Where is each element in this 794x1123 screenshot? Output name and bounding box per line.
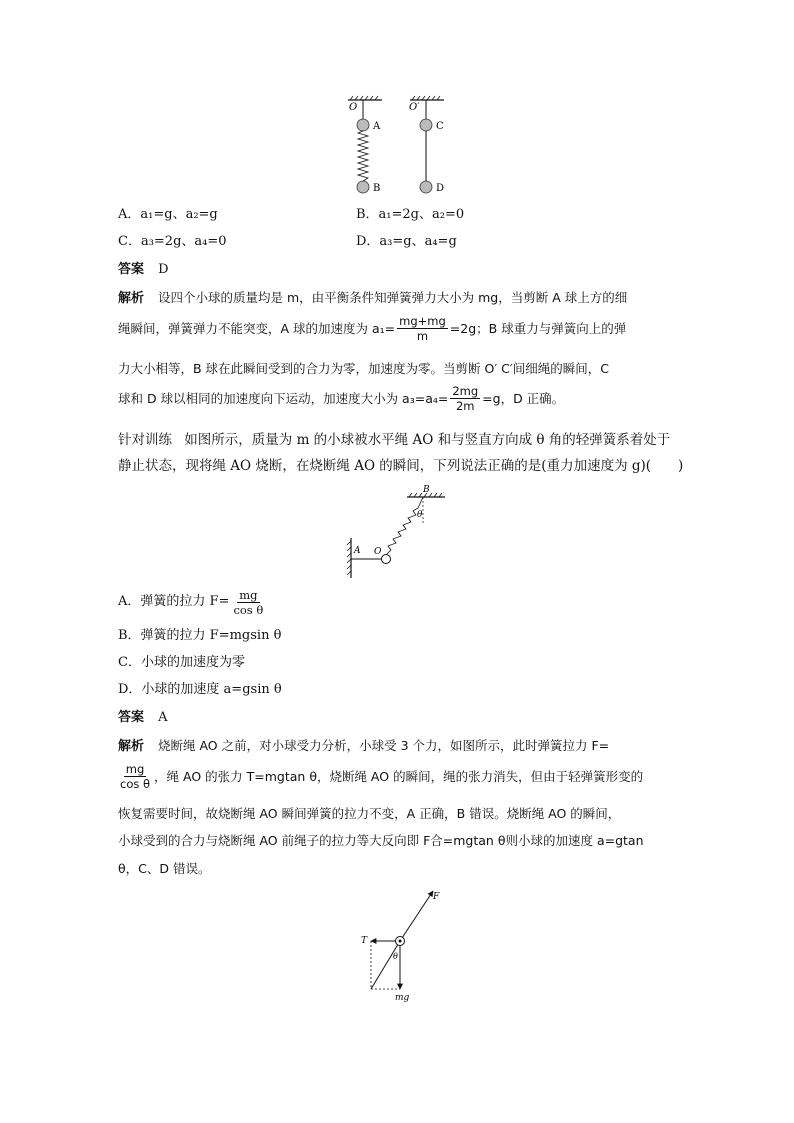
label-o: O <box>374 547 382 557</box>
q2-analysis-line1 <box>118 737 609 756</box>
analysis-text: 球和 D 球以相同的加速度向下运动，加速度大小为 a₃=a₄= <box>118 390 449 406</box>
label-b: B <box>423 485 430 495</box>
q1-analysis-line4 <box>118 384 564 413</box>
spring-rope-ball-figure <box>345 483 455 578</box>
fraction-denominator: cos θ <box>233 602 264 617</box>
analysis-label: 解析 <box>118 291 145 306</box>
answer-label: 答案 <box>118 262 145 277</box>
ball-d <box>420 181 432 193</box>
label-mg: mg <box>395 993 410 1003</box>
label-theta: θ <box>393 952 398 961</box>
label-b: B <box>373 183 381 194</box>
label-a: A <box>373 121 381 132</box>
analysis-text: =2g；B 球重力与弹簧向上的弹 <box>449 320 627 336</box>
label-theta: θ <box>417 510 423 520</box>
label-o1: O <box>349 102 358 113</box>
q2-analysis-line4: 小球受到的合力与烧断绳 AO 前绳子的拉力等大反向即 F合=mgtan θ则小球的加速度 a=gtan <box>118 833 644 848</box>
fraction <box>450 384 480 413</box>
q2-title-label: 针对训练 <box>118 432 172 448</box>
q1-option-d: D．a₃=g、a₄=g <box>356 234 457 249</box>
q1-analysis-line3: 力大小相等，B 球在此瞬间受到的合力为零，加速度为零。当剪断 O′ C′间细绳的瞬间，C <box>118 361 609 376</box>
ball-a <box>357 119 369 131</box>
ball <box>382 555 391 564</box>
fraction-denominator: 2m <box>455 399 475 413</box>
fraction <box>231 588 265 617</box>
fraction-numerator: mg <box>239 587 258 602</box>
q2-analysis-line2 <box>116 762 643 791</box>
answer-value: A <box>158 710 168 725</box>
ball-b <box>357 181 369 193</box>
label-a: A <box>354 546 361 556</box>
fraction-numerator: 2mg <box>452 384 479 398</box>
q1-analysis-line1 <box>118 289 627 308</box>
answer-value: D <box>158 262 169 277</box>
force-diagram <box>355 885 445 1005</box>
q1-answer <box>118 261 169 279</box>
q1-option-a: A．a₁=g、a₂=g <box>118 207 218 222</box>
label-f: F <box>433 892 440 902</box>
analysis-text: 绳瞬间，弹簧弹力不能突变，A 球的加速度为 a₁= <box>118 320 396 336</box>
option-text: A．弹簧的拉力 F= <box>118 594 230 609</box>
q2-stem-line2: 静止状态，现将绳 AO 烧断，在烧断绳 AO 的瞬间，下列说法正确的是(重力加速度为 g)( ) <box>118 458 684 474</box>
label-d: D <box>436 183 445 194</box>
fraction-denominator: cos θ <box>120 777 151 791</box>
q2-analysis-line3: 恢复需要时间，故烧断绳 AO 瞬间弹簧的拉力不变，A 正确，B 错误。烧断绳 AO 的瞬间， <box>118 806 621 821</box>
q1-option-c: C．a₃=2g、a₄=0 <box>118 234 227 249</box>
fraction-numerator: mg <box>125 762 145 776</box>
fraction-denominator: m <box>416 329 429 343</box>
q1-option-b: B．a₁=2g、a₂=0 <box>356 207 465 222</box>
label-t: T <box>361 936 368 946</box>
analysis-text: 设四个小球的质量均是 m，由平衡条件知弹簧弹力大小为 mg，当剪断 A 球上方的细 <box>158 290 628 305</box>
q2-option-a <box>118 588 267 616</box>
fraction <box>397 314 448 343</box>
answer-label: 答案 <box>118 710 145 725</box>
analysis-text: =g，D 正确。 <box>482 390 565 406</box>
q2-option-d: D．小球的加速度 a=gsin θ <box>118 682 282 697</box>
label-c: C <box>436 121 444 132</box>
q2-option-c: C．小球的加速度为零 <box>118 655 245 670</box>
q1-analysis-line2 <box>118 314 626 343</box>
q2-option-b: B．弹簧的拉力 F=mgsin θ <box>118 628 282 643</box>
fraction <box>118 762 152 791</box>
q2-stem-line1 <box>118 431 670 449</box>
ball-c <box>420 119 432 131</box>
spring <box>358 131 368 181</box>
q2-analysis-line5: θ，C、D 错误。 <box>118 861 211 876</box>
spring <box>386 497 423 555</box>
analysis-label: 解析 <box>118 739 145 754</box>
analysis-text: ，绳 AO 的张力 T=mgtan θ，烧断绳 AO 的瞬间，绳的张力消失，但由于轻弹簧形变的 <box>154 768 644 784</box>
analysis-text: 烧断绳 AO 之前，对小球受力分析，小球受 3 个力，如图所示，此时弹簧拉力 F= <box>158 738 610 753</box>
q2-answer <box>118 709 168 727</box>
label-o2: O′ <box>409 102 420 113</box>
fraction-numerator: mg+mg <box>399 314 446 328</box>
spring-rope-figure <box>340 95 460 200</box>
q2-stem-text: 如图所示，质量为 m 的小球被水平绳 AO 和与竖直方向成 θ 角的轻弹簧系着处于 <box>184 432 671 448</box>
